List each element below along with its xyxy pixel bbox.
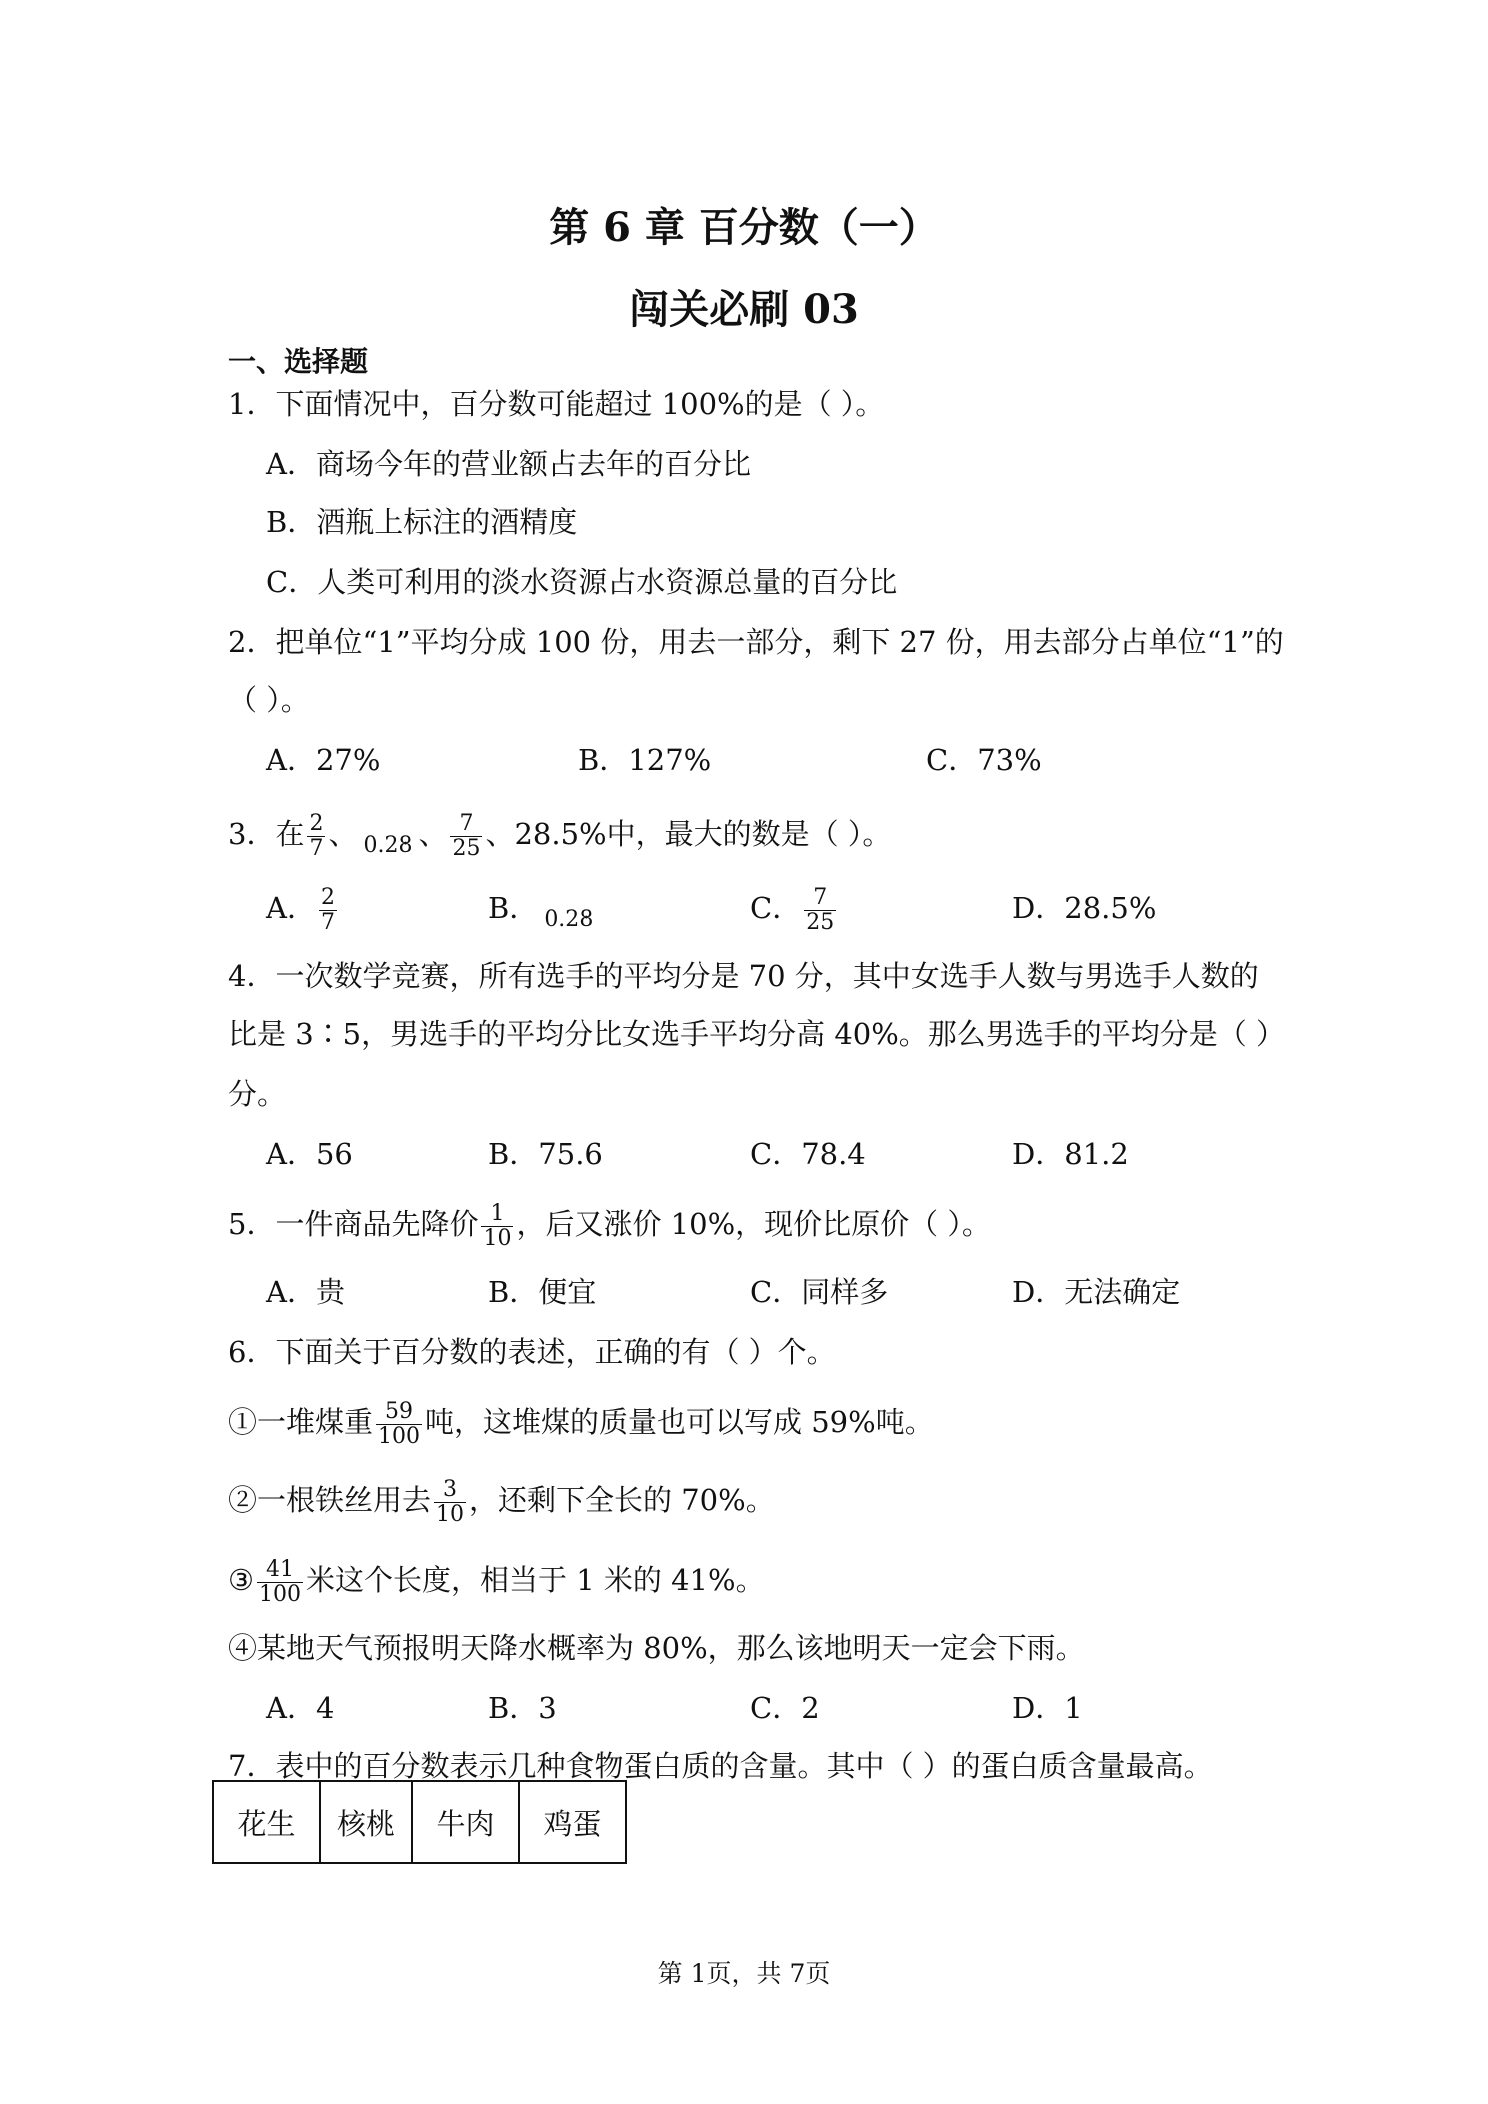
fraction-2-7: $\frac{2}{7}$	[309, 810, 324, 861]
question-1-option-c[interactable]: C．人类可利用的淡水资源占水资源总量的百分比	[266, 565, 898, 599]
table-cell: 牛肉	[412, 1781, 519, 1863]
question-2-option-b[interactable]: B．127%	[578, 743, 712, 777]
question-2-stem: 2．把单位“1”平均分成 100 份，用去一部分，剩下 27 份，用去部分占单位“1”的	[228, 625, 1284, 659]
question-4-line-3: 分。	[228, 1077, 287, 1111]
question-3-option-a[interactable]: A． $\frac{2}{7}$	[266, 884, 335, 935]
table-cell: 鸡蛋	[519, 1781, 626, 1863]
question-6-option-b[interactable]: B．3	[488, 1691, 557, 1725]
fraction-1-10: $\frac{1}{10}$	[483, 1200, 512, 1251]
question-4-line-2: 比是 3∶5，男选手的平均分比女选手平均分高 40%。那么男选手的平均分是（ ）	[228, 1017, 1286, 1051]
question-5-option-a[interactable]: A．贵	[266, 1275, 345, 1309]
page-title: 第 6 章 百分数（一）	[549, 204, 939, 251]
question-5-option-d[interactable]: D．无法确定	[1012, 1275, 1181, 1309]
question-1-stem: 1．下面情况中，百分数可能超过 100%的是（ ）。	[228, 387, 885, 421]
question-1-option-b[interactable]: B．酒瓶上标注的酒精度	[266, 505, 578, 539]
question-4-line-1: 4．一次数学竞赛，所有选手的平均分是 70 分，其中女选手人数与男选手人数的	[228, 959, 1259, 993]
question-4-option-a[interactable]: A．56	[266, 1137, 353, 1171]
question-2-option-c[interactable]: C．73%	[926, 743, 1042, 777]
section-heading: 一、选择题	[228, 345, 369, 378]
question-6-statement-1: ①一堆煤重 $\frac{59}{100}$ 吨，这堆煤的质量也可以写成 59%吨。	[228, 1398, 934, 1449]
repeating-decimal: 0.2· 8	[363, 818, 412, 874]
table-row	[213, 1781, 626, 1863]
question-2-option-a[interactable]: A．27%	[266, 743, 381, 777]
page-subtitle: 闯关必刷 03	[629, 286, 859, 333]
question-6-option-a[interactable]: A．4	[266, 1691, 335, 1725]
question-4-option-d[interactable]: D．81.2	[1012, 1137, 1129, 1171]
question-3-stem: 3．在 $\frac{2}{7}$ 、 0.2· 8 、 $\frac{7}{25}$ 、28.5%中，最大的数是（ ）。	[228, 806, 891, 866]
question-3-option-b[interactable]: B． 0.2· 8	[488, 880, 599, 940]
fraction-7-25: $\frac{7}{25}$	[452, 810, 481, 861]
question-5-option-b[interactable]: B．便宜	[488, 1275, 597, 1309]
question-3-option-c[interactable]: C． $\frac{7}{25}$	[750, 884, 835, 935]
table-cell: 核桃	[320, 1781, 412, 1863]
question-1-option-a[interactable]: A．商场今年的营业额占去年的百分比	[266, 447, 751, 481]
question-6-option-c[interactable]: C．2	[750, 1691, 820, 1725]
question-2-stem-cont: （ ）。	[228, 683, 310, 717]
question-3-option-d[interactable]: D．28.5%	[1012, 891, 1157, 925]
question-5-option-c[interactable]: C．同样多	[750, 1275, 889, 1309]
protein-table	[212, 1780, 627, 1864]
question-7-stem: 7．表中的百分数表示几种食物蛋白质的含量。其中（ ）的蛋白质含量最高。	[228, 1749, 1213, 1783]
page-footer: 第 1页，共 7页	[657, 1959, 831, 1988]
question-6-statement-4: ④某地天气预报明天降水概率为 80%，那么该地明天一定会下雨。	[228, 1631, 1085, 1665]
question-6-stem: 6．下面关于百分数的表述，正确的有（ ）个。	[228, 1335, 836, 1369]
question-6-statement-3: ③ $\frac{41}{100}$ 米这个长度，相当于 1 米的 41%。	[228, 1556, 765, 1607]
question-6-statement-2: ②一根铁丝用去 $\frac{3}{10}$ ，还剩下全长的 70%。	[228, 1476, 775, 1527]
question-5-stem: 5．一件商品先降价 $\frac{1}{10}$ ，后又涨价 10%，现价比原价（ ）。	[228, 1200, 991, 1251]
question-4-option-b[interactable]: B．75.6	[488, 1137, 603, 1171]
table-cell: 花生	[213, 1781, 320, 1863]
question-6-option-d[interactable]: D．1	[1012, 1691, 1083, 1725]
question-4-option-c[interactable]: C．78.4	[750, 1137, 866, 1171]
